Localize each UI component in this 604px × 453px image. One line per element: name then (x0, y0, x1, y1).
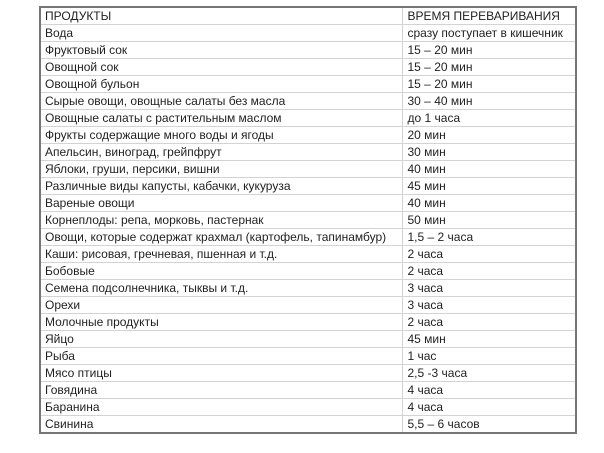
table-row (40, 25, 576, 42)
table-row (40, 195, 576, 212)
product-cell: Рыба (40, 348, 402, 365)
product-cell: Овощной бульон (40, 76, 402, 93)
table-row (40, 263, 576, 280)
table-row (40, 382, 576, 399)
time-cell: 30 мин (402, 144, 576, 161)
table-row (40, 399, 576, 416)
time-cell: 2 часа (402, 263, 576, 280)
product-cell: Орехи (40, 297, 402, 314)
product-cell: Различные виды капусты, кабачки, кукуруза (40, 178, 402, 195)
product-cell: Фрукты содержащие много воды и ягоды (40, 127, 402, 144)
table-row (40, 331, 576, 348)
table-row (40, 110, 576, 127)
table-row (40, 76, 576, 93)
table-row (40, 365, 576, 382)
product-cell: Мясо птицы (40, 365, 402, 382)
product-cell: Сырые овощи, овощные салаты без масла (40, 93, 402, 110)
product-cell: Вареные овощи (40, 195, 402, 212)
product-cell: Молочные продукты (40, 314, 402, 331)
product-cell: Бобовые (40, 263, 402, 280)
table-row (40, 297, 576, 314)
product-cell: Баранина (40, 399, 402, 416)
table-row (40, 161, 576, 178)
time-cell: 15 – 20 мин (402, 59, 576, 76)
table-row (40, 144, 576, 161)
time-cell: 4 часа (402, 382, 576, 399)
digestion-time-table (39, 6, 577, 434)
table-row (40, 212, 576, 229)
table-row (40, 93, 576, 110)
time-cell: 2 часа (402, 246, 576, 263)
time-cell: 1,5 – 2 часа (402, 229, 576, 246)
time-cell: 15 – 20 мин (402, 76, 576, 93)
table-row (40, 127, 576, 144)
product-cell: Каши: рисовая, гречневая, пшенная и т.д. (40, 246, 402, 263)
product-cell: Фруктовый сок (40, 42, 402, 59)
table-body (40, 25, 576, 434)
digestion-time-column-header: ВРЕМЯ ПЕРЕВАРИВАНИЯ (402, 7, 576, 25)
product-cell: Овощные салаты с растительным маслом (40, 110, 402, 127)
product-cell: Яйцо (40, 331, 402, 348)
table-row (40, 178, 576, 195)
time-cell: 2,5 -3 часа (402, 365, 576, 382)
time-cell: 3 часа (402, 297, 576, 314)
time-cell: 1 час (402, 348, 576, 365)
time-cell: 20 мин (402, 127, 576, 144)
table-header (40, 7, 576, 25)
product-cell: Корнеплоды: репа, морковь, пастернак (40, 212, 402, 229)
time-cell: 3 часа (402, 280, 576, 297)
time-cell: 5,5 – 6 часов (402, 416, 576, 434)
time-cell: 2 часа (402, 314, 576, 331)
product-cell: Овощи, которые содержат крахмал (картофель, тапинамбур) (40, 229, 402, 246)
table-row (40, 314, 576, 331)
time-cell: 30 – 40 мин (402, 93, 576, 110)
table-row (40, 416, 576, 434)
time-cell: 45 мин (402, 331, 576, 348)
product-cell: Говядина (40, 382, 402, 399)
products-column-header: ПРОДУКТЫ (45, 9, 112, 23)
product-cell: Семена подсолнечника, тыквы и т.д. (40, 280, 402, 297)
time-cell: 15 – 20 мин (402, 42, 576, 59)
product-cell: Вода (40, 25, 402, 42)
time-cell: 50 мин (402, 212, 576, 229)
table-row (40, 348, 576, 365)
product-cell: Свинина (40, 416, 402, 434)
time-cell: 40 мин (402, 161, 576, 178)
table-row (40, 42, 576, 59)
table-row (40, 246, 576, 263)
time-cell: 45 мин (402, 178, 576, 195)
time-cell: до 1 часа (402, 110, 576, 127)
time-cell: сразу поступает в кишечник (402, 25, 576, 42)
table-row (40, 229, 576, 246)
table-row (40, 280, 576, 297)
time-cell: 40 мин (402, 195, 576, 212)
table-row (40, 59, 576, 76)
time-cell: 4 часа (402, 399, 576, 416)
product-cell: Яблоки, груши, персики, вишни (40, 161, 402, 178)
product-cell: Овощной сок (40, 59, 402, 76)
product-cell: Апельсин, виноград, грейпфрут (40, 144, 402, 161)
header-row (40, 7, 576, 25)
